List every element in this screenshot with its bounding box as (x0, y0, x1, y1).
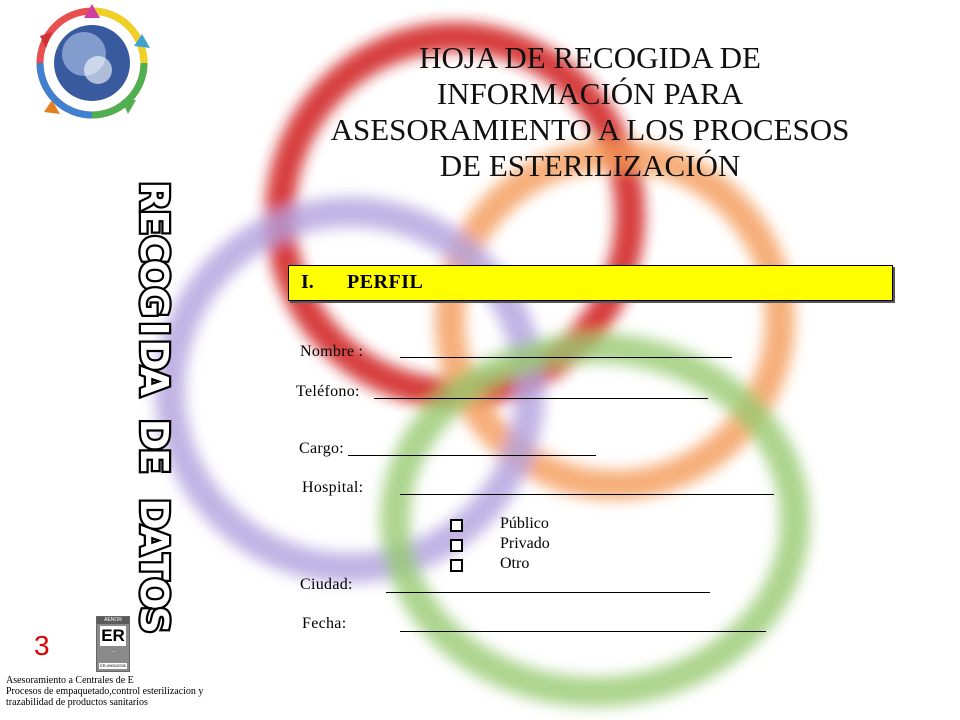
vertical-title-letter: R (132, 181, 176, 211)
ciudad-label: Ciudad: (300, 576, 353, 593)
cargo-label: Cargo: (299, 440, 345, 457)
ciudad-field[interactable] (386, 592, 710, 593)
option-label: Otro (500, 555, 530, 572)
vertical-title-letter: E (132, 209, 176, 236)
title-line: ASESORAMIENTO A LOS PROCESOS (330, 112, 850, 147)
vertical-title-letter: E (132, 448, 176, 474)
page-number: 3 (34, 630, 50, 661)
vertical-title-letter: D (132, 418, 176, 451)
fecha-field[interactable] (400, 631, 766, 632)
checkbox-icon[interactable] (450, 559, 463, 572)
option-label: Público (500, 515, 549, 532)
document-title (290, 40, 890, 184)
footer-line: Procesos de empaquetado,control esterilizacion y (6, 686, 204, 697)
nombre-label: Nombre : (300, 343, 364, 360)
vertical-title-letter: A (132, 366, 176, 397)
globe-logo-icon (32, 4, 152, 122)
hospital-field[interactable] (400, 494, 774, 495)
vertical-title-letter: O (132, 577, 176, 610)
hospital-label: Hospital: (302, 479, 364, 496)
telefono-field[interactable] (374, 398, 708, 399)
vertical-title-letters (118, 182, 190, 632)
telefono-label: Teléfono: (296, 383, 360, 400)
cert-detail: — (111, 648, 115, 653)
nombre-field[interactable] (400, 357, 732, 358)
checkbox-icon[interactable] (450, 519, 463, 532)
section-label: PERFIL (347, 271, 424, 293)
vertical-title-letter: O (132, 259, 176, 292)
option-label: Privado (500, 535, 550, 552)
title-line: DE ESTERILIZACIÓN (439, 148, 741, 183)
section-header-perfil (288, 265, 893, 301)
vertical-title-letter: D (132, 498, 176, 530)
section-number: I. (301, 271, 314, 293)
title-line: INFORMACIÓN PARA (436, 76, 744, 111)
cert-code: ER-0900/2005 (100, 663, 126, 668)
footer (6, 675, 203, 708)
footer-line: Asesoramiento a Centrales de E (6, 675, 134, 686)
vertical-title-letter: D (132, 339, 176, 371)
vertical-title (118, 182, 190, 632)
title-line: HOJA DE RECOGIDA DE (419, 40, 761, 75)
cert-header: AENOR (97, 617, 129, 624)
footer-line: trazabilidad de productos sanitarios (6, 697, 148, 708)
cargo-field[interactable] (348, 455, 596, 456)
vertical-title-letter: C (132, 235, 176, 263)
checkbox-icon[interactable] (450, 539, 463, 552)
vertical-title-letter: T (132, 554, 176, 580)
vertical-title-letter: S (132, 606, 176, 634)
certification-badge (96, 616, 130, 672)
vertical-title-letter: G (132, 286, 176, 318)
fecha-label: Fecha: (302, 615, 347, 632)
cert-mark: ER (101, 626, 125, 645)
vertical-title-letter: A (132, 525, 176, 556)
vertical-title-letter: I (132, 321, 176, 336)
